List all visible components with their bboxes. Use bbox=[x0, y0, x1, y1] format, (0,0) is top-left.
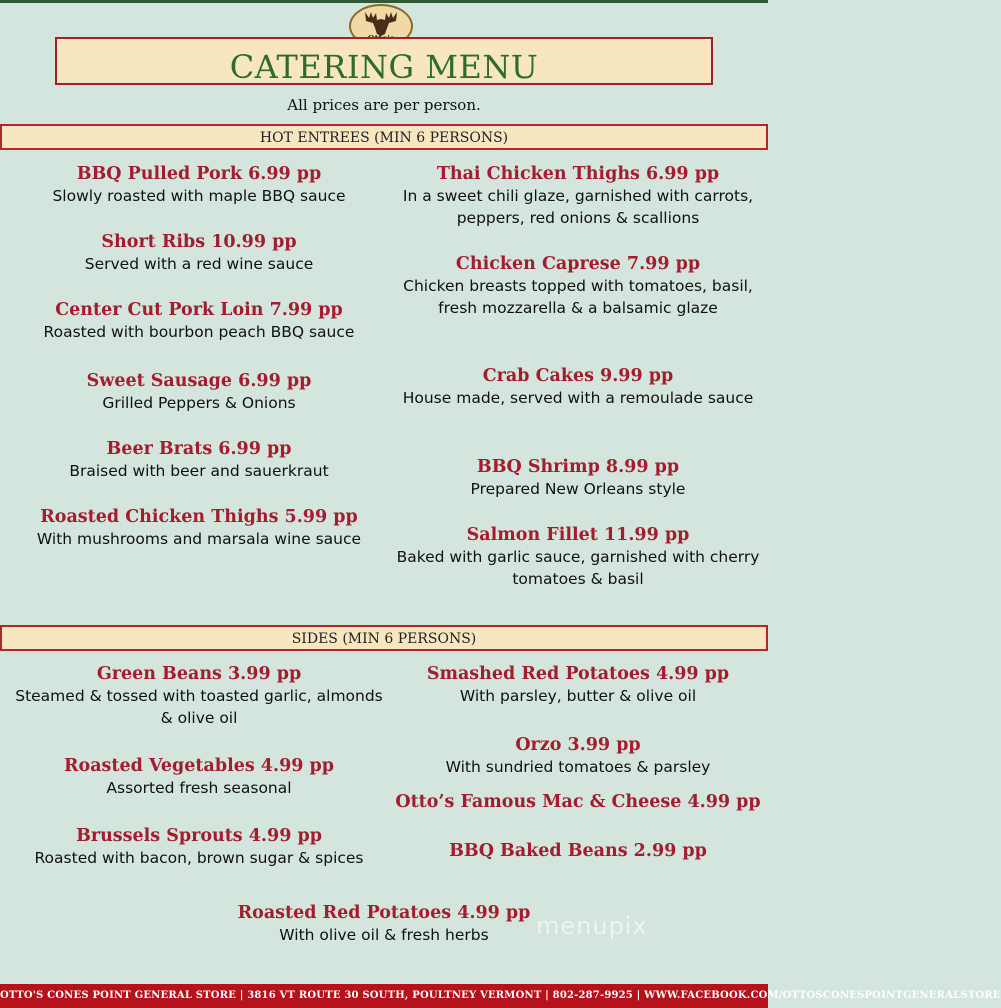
item-description: With sundried tomatoes & parsley bbox=[445, 758, 711, 776]
item-description: Grilled Peppers & Onions bbox=[102, 394, 296, 412]
menu-item-brussels-sprouts bbox=[10, 825, 388, 869]
item-name: BBQ Shrimp 8.99 pp bbox=[476, 457, 680, 477]
item-name: Sweet Sausage 6.99 pp bbox=[86, 371, 312, 391]
item-name: Roasted Chicken Thighs 5.99 pp bbox=[40, 507, 358, 527]
watermark: menupix bbox=[536, 912, 648, 940]
item-name: Roasted Vegetables 4.99 pp bbox=[63, 756, 334, 776]
page-title: CATERING MENU bbox=[229, 48, 539, 86]
footer-bar: OTTO'S CONES POINT GENERAL STORE | 3816 VT ROUTE 30 SOUTH, POULTNEY VERMONT | 802-287-9925 | WWW.FACEBOOK.COM/OTTOSCONESPOINTGENERALSTORE bbox=[0, 984, 768, 1008]
item-description: House made, served with a remoulade sauce bbox=[402, 389, 754, 407]
item-name: BBQ Pulled Pork 6.99 pp bbox=[76, 164, 322, 184]
item-name: Salmon Fillet 11.99 pp bbox=[466, 525, 690, 545]
menu-item-bbq-pulled-pork bbox=[10, 163, 388, 207]
item-name: Smashed Red Potatoes 4.99 pp bbox=[426, 664, 730, 684]
item-description: Chicken breasts topped with tomatoes, basil, fresh mozzarella & a balsamic glaze bbox=[403, 277, 753, 317]
item-description: Slowly roasted with maple BBQ sauce bbox=[52, 187, 346, 205]
item-description: Prepared New Orleans style bbox=[470, 480, 686, 498]
top-rule bbox=[0, 0, 768, 3]
menu-item-short-ribs bbox=[10, 231, 388, 275]
sides-header: SIDES (MIN 6 PERSONS) bbox=[0, 625, 768, 651]
menu-item-chicken-caprese bbox=[392, 253, 764, 319]
hot-entrees-header: HOT ENTREES (MIN 6 PERSONS) bbox=[0, 124, 768, 150]
item-description: Roasted with bacon, brown sugar & spices bbox=[34, 849, 364, 867]
menu-item-green-beans bbox=[10, 663, 388, 729]
item-name: Thai Chicken Thighs 6.99 pp bbox=[436, 164, 720, 184]
item-name: Beer Brats 6.99 pp bbox=[106, 439, 292, 459]
item-description: Braised with beer and sauerkraut bbox=[69, 462, 329, 480]
item-name: Roasted Red Potatoes 4.99 pp bbox=[237, 903, 531, 923]
item-description: In a sweet chili glaze, garnished with carrots, peppers, red onions & scallions bbox=[402, 187, 754, 227]
menu-item-orzo bbox=[392, 734, 764, 778]
item-description: With olive oil & fresh herbs bbox=[279, 926, 489, 944]
menu-item-roasted-chicken-thighs bbox=[10, 506, 388, 550]
item-name: Chicken Caprese 7.99 pp bbox=[455, 254, 701, 274]
item-name: BBQ Baked Beans 2.99 pp bbox=[449, 841, 707, 861]
price-note: All prices are per person. bbox=[287, 96, 481, 114]
menu-item-beer-brats bbox=[10, 438, 388, 482]
item-name: Otto’s Famous Mac & Cheese 4.99 pp bbox=[395, 792, 761, 812]
item-name: Short Ribs 10.99 pp bbox=[101, 232, 297, 252]
menu-item-roasted-red-potatoes bbox=[184, 902, 584, 946]
menu-item-roasted-vegetables bbox=[10, 755, 388, 799]
menu-item-thai-chicken-thighs bbox=[392, 163, 764, 229]
item-description: With mushrooms and marsala wine sauce bbox=[36, 530, 362, 548]
menu-item-crab-cakes bbox=[392, 365, 764, 409]
item-name: Orzo 3.99 pp bbox=[515, 735, 641, 755]
item-name: Center Cut Pork Loin 7.99 pp bbox=[55, 300, 343, 320]
menu-item-salmon-fillet bbox=[392, 524, 764, 590]
item-description: Roasted with bourbon peach BBQ sauce bbox=[43, 323, 355, 341]
item-name: Brussels Sprouts 4.99 pp bbox=[76, 826, 322, 846]
menu-item-bbq-baked-beans bbox=[392, 840, 764, 862]
title-banner bbox=[55, 37, 713, 85]
item-description: Assorted fresh seasonal bbox=[106, 779, 292, 797]
menu-item-sweet-sausage bbox=[10, 370, 388, 414]
item-name: Crab Cakes 9.99 pp bbox=[482, 366, 674, 386]
item-description: Served with a red wine sauce bbox=[84, 255, 314, 273]
item-description: With parsley, butter & olive oil bbox=[459, 687, 697, 705]
menu-item-mac-and-cheese bbox=[392, 791, 764, 813]
item-name: Green Beans 3.99 pp bbox=[96, 664, 302, 684]
menu-item-center-cut-pork-loin bbox=[10, 299, 388, 343]
menu-item-bbq-shrimp bbox=[392, 456, 764, 500]
item-description: Steamed & tossed with toasted garlic, almonds & olive oil bbox=[15, 687, 383, 727]
item-description: Baked with garlic sauce, garnished with cherry tomatoes & basil bbox=[396, 548, 760, 588]
menu-item-smashed-red-potatoes bbox=[392, 663, 764, 707]
